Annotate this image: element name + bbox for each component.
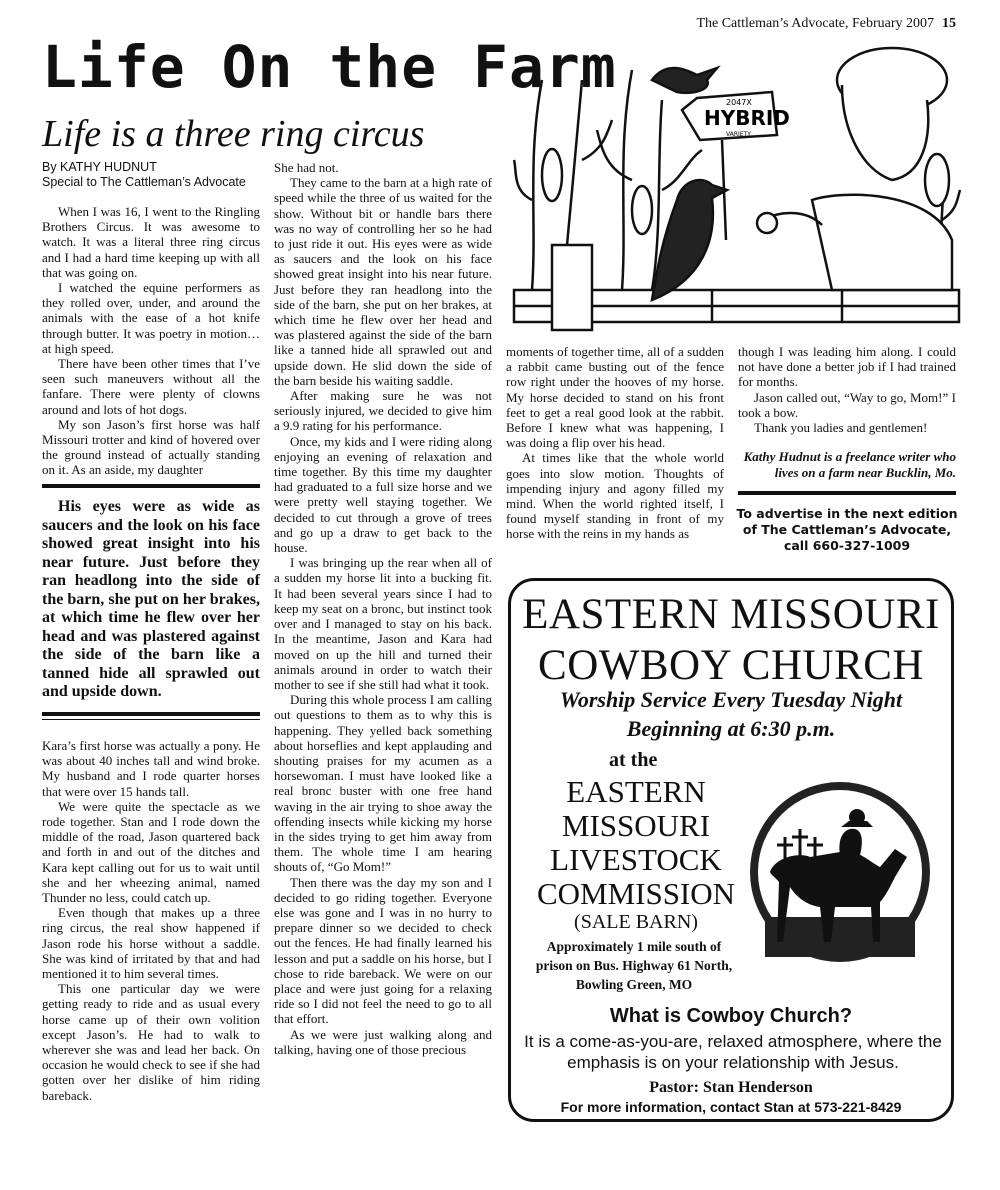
paragraph: moments of together time, all of a sudden a rabbit came busting out of the fence row right under the hooves of my horse. My horse decided to stand on his front feet to get a real good look at the rabbit. Before I knew what was happening, I was doing a flip over his head. xyxy=(506,344,724,451)
byline-affiliation: Special to The Cattleman’s Advocate xyxy=(42,175,246,189)
venue-line: LIVESTOCK xyxy=(550,842,722,877)
ad-contact: For more information, contact Stan at 573-221-8429 xyxy=(560,1099,902,1115)
directions-line: Bowling Green, MO xyxy=(575,977,693,992)
advertise-note: To advertise in the next edition of The Cattleman’s Advocate, call 660-327-1009 xyxy=(736,506,958,553)
section-title: Life On the Farm xyxy=(42,33,617,101)
cartoon-illustration xyxy=(512,40,962,352)
paragraph: She had not. xyxy=(274,160,339,175)
paragraph: They came to the barn at a high rate of speed while the three of us waited for the show. Without bit or handle bars there was no way of controlling her so he had to just ride it out. His eyes were as wide as saucers and the look on his face showed great insight into his near future. Just before they ran headlong into the side of the barn, she put on her brakes, at which time he flew over her head and was plastered against the side of the barn like a tanned hide all sprawled out and upside down. He slid down the side of the barn beside his waiting saddle. xyxy=(274,175,492,388)
paragraph: After making sure he was not seriously injured, we decided to give him a 9.9 rating for his performance. xyxy=(274,388,492,434)
sign-variety: VARIETY xyxy=(726,131,751,138)
publication-name: The Cattleman’s Advocate, February 2007 xyxy=(696,16,934,31)
paragraph: My son Jason’s first horse was half Missouri trotter and kind of hovered over the ground instead of actually standing on it. As an aside, my daughter xyxy=(42,416,260,478)
ad-headline-line: COWBOY CHURCH xyxy=(538,642,924,689)
cowboy-horse-silhouette xyxy=(745,777,935,967)
paragraph: Even though that makes up a three ring circus, the real show happened if Jason rode his horse without a saddle. She was kind of irritated by that and had mentioned it to him several times. xyxy=(42,905,260,982)
article-column-3 xyxy=(506,344,724,542)
divider xyxy=(42,719,260,720)
paragraph: At times like that the whole world goes into slow motion. Thoughts of impending injury and agony filled my mind. When the world righted itself, I found myself standing in front of my horse with the reins in my hands as xyxy=(506,450,724,542)
page-header xyxy=(696,16,956,32)
divider xyxy=(42,712,260,716)
article-column-1-top xyxy=(42,204,260,478)
byline xyxy=(42,160,246,190)
directions-line: Approximately 1 mile south of xyxy=(546,939,722,954)
paragraph: Kara’s first horse was actually a pony. He was about 40 inches tall and wind broke. My husband and I rode quarter horses that were over 15 hands tall. xyxy=(42,738,260,799)
ad-venue-sub: (SALE BARN) xyxy=(574,911,698,933)
paragraph: There have been other times that I’ve seen such maneuvers without all the fanfare. There were plenty of clowns around and lots of hot dogs. xyxy=(42,356,260,417)
page-number: 15 xyxy=(942,16,956,31)
ad-headline-line: EASTERN MISSOURI xyxy=(522,591,940,638)
article-column-1-bottom xyxy=(42,738,260,1103)
service-line: Beginning at 6:30 p.m. xyxy=(626,716,836,741)
article-headline: Life is a three ring circus xyxy=(42,113,425,155)
venue-line: MISSOURI xyxy=(561,808,711,843)
ad-question: What is Cowboy Church? xyxy=(609,1005,853,1027)
pull-quote xyxy=(42,484,260,720)
directions-line: prison on Bus. Highway 61 North, xyxy=(535,958,733,973)
paragraph: I was bringing up the rear when all of a sudden my horse lit into a bucking fit. It had been several years since I had to keep my seat on a bronc, but instinct took over and I managed to stay on his back. In the meantime, Jason and Kara had moved on up the hill and turned their animals around in order to watch their mother to see if she still had what it took. xyxy=(274,555,492,692)
service-line: Worship Service Every Tuesday Night xyxy=(559,687,903,712)
pull-quote-text: His eyes were as wide as saucers and the look on his face showed great insight into his near future. Just before they ran headlong into the side of the barn, she put on her brakes, at which time he flew over her head and was plastered against the side of the barn like a tanned hide all sprawled out and upside down. xyxy=(42,498,260,700)
ad-venue xyxy=(523,775,749,911)
paragraph: I watched the equine performers as they rolled over, under, and around the animals with the ease of a hot knife through butter. It was poetry in motion…at high speed. xyxy=(42,280,260,356)
ad-at-label: at the xyxy=(609,749,658,771)
article-column-2 xyxy=(274,160,492,1057)
ad-answer: It is a come-as-you-are, relaxed atmosphere, where the emphasis is on your relationship with Jesus. xyxy=(524,1032,942,1072)
paragraph: Then there was the day my son and I decided to go riding together. Everyone else was gone and I was in no hurry to prepare dinner so we decided to check out the fences. He had finally learned his lesson and put a saddle on his horse, but I chose to ride bareback. We were on our place and were just going for a relaxing ride so I did not feel the need to go to all that effort. xyxy=(274,874,492,1027)
author-bio: Kathy Hudnut is a freelance writer who lives on a farm near Bucklin, Mo. xyxy=(743,449,956,481)
sign-label: HYBRID xyxy=(704,106,790,130)
paragraph: During this whole process I am calling out questions to them as to why this is happening. They yelled back something about horseflies and kept applauding and shouting praises for my acumen as a horsewoman. I must have looked like a real bronc buster with one free hand waving in the air trying to shoe away the offending insects while kicking my horse in the sides trying to get him away from them. The whole time I am hearing shouts of, “Go Mom!” xyxy=(274,692,492,875)
paragraph: Once, my kids and I were riding along enjoying an evening of relaxation and time together. By this time my daughter had graduated to a full size horse and we were pretty well staying together. We decided to cut through a grove of trees and go up a draw to get back to the house. xyxy=(274,433,492,556)
paragraph: though I was leading him along. I could not have done a better job if I had trained for months. xyxy=(738,344,956,390)
ad-directions xyxy=(515,937,753,994)
paragraph: This one particular day we were getting ready to ride and as usual every horse came up of their own volition except Jason’s. He had to walk to wherever she was and lead her back. On occasion he would check to see if she had gotten over her dislike of him riding bareback. xyxy=(42,981,260,1103)
paragraph: When I was 16, I went to the Ringling Brothers Circus. It was awesome to watch. It was a literal three ring circus and I had a hard time keeping up with all that was going on. xyxy=(42,204,260,280)
venue-line: COMMISSION xyxy=(536,876,736,911)
byline-author: By KATHY HUDNUT xyxy=(42,160,157,174)
ad-pastor: Pastor: Stan Henderson xyxy=(649,1079,813,1096)
ad-service-times xyxy=(511,685,951,743)
paragraph: As we were just walking along and talking, having one of those precious xyxy=(274,1026,492,1057)
paragraph: We were quite the spectacle as we rode together. Stan and I rode down the middle of the road, Jason quartered back and forth in and out of the ditches and Kara kept calling out for us to wait until she and her wheezing animal, named Thunder no less, could catch up. xyxy=(42,798,260,906)
church-advertisement xyxy=(508,578,954,1122)
divider xyxy=(738,491,956,495)
paragraph: Thank you ladies and gentlemen! xyxy=(754,420,928,436)
venue-line: EASTERN xyxy=(566,774,706,809)
paragraph: Jason called out, “Way to go, Mom!” I took a bow. xyxy=(738,389,956,420)
ad-headline xyxy=(511,589,951,691)
article-column-4 xyxy=(738,344,956,495)
sign-code: 2047X xyxy=(726,98,752,107)
